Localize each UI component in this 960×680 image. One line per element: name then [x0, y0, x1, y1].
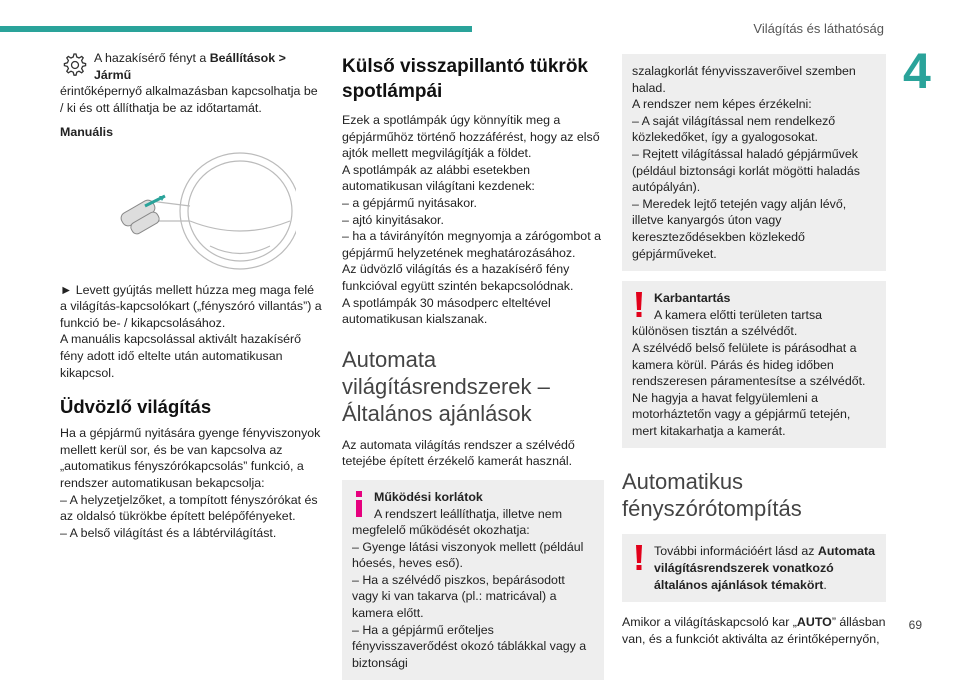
- spotlight-paragraph-4: A spotlámpák 30 másodperc elteltével automatikusan kialszanak.: [342, 295, 551, 327]
- note-text-prefix: A hazakísérő fényt a: [94, 51, 210, 65]
- reference-bold: Automata világításrendszerek vonatkozó általános ajánlások témakört: [654, 544, 876, 592]
- reference-lead: További információért lásd az: [654, 544, 818, 559]
- reference-end: .: [823, 577, 827, 592]
- auto-paragraph-bold: AUTO: [796, 615, 832, 630]
- warning-icon: [634, 292, 644, 318]
- auto-paragraph-b: ” állásban van, és a funkciót aktiválta az érintőképernyőn,: [622, 615, 886, 646]
- info-icon: [354, 491, 364, 517]
- auto-paragraph-a: Amikor a világításkapcsoló kar „: [622, 615, 797, 630]
- cont-text-2: A rendszer nem képes érzékelni:: [632, 97, 812, 112]
- spotlight-item-3: – ha a távirányítón megnyomja a zárógombot a gépjármű helyzetének meghatározásához.: [342, 229, 601, 260]
- heading-mirror-spotlights: Külső visszapillantó tükrök spotlámpái: [342, 56, 588, 102]
- warning-title: Karbantartás: [654, 291, 731, 306]
- heading-auto-lighting: Automata világításrendszerek – Általános ajánlások: [342, 346, 550, 426]
- warning-lead: A kamera előtti területen tartsa: [654, 307, 823, 322]
- spotlight-paragraph-3: Az üdvözlő világítás és a hazakísérő fény funkcióval együtt szintén bekapcsolódnak.: [342, 262, 574, 293]
- cont-item-3: – Meredek lejtő tetején vagy alján lévő, illetve kanyargós úton vagy kereszteződésekben közlekedő gépjárműveket.: [632, 196, 847, 261]
- heading-welcome-lighting: Üdvözlő világítás: [60, 396, 212, 418]
- welcome-paragraph: Ha a gépjármű nyitására gyenge fényviszonyok mellett kerül sor, és be van kapcsolva az „automatikus fényszórókapcsolás” funkció, a rendszer automatikusan bekapcsolja:: [60, 426, 321, 490]
- note-text-rest: érintőképernyő alkalmazásban kapcsolhatja be / ki és ott állíthatja be az időtartamát.: [60, 84, 318, 115]
- gear-icon: [60, 51, 88, 79]
- cont-item-1: – A saját világítással nem rendelkező közlekedőket, így a gyalogosokat.: [632, 113, 836, 145]
- warning-icon: [634, 545, 644, 571]
- welcome-item-2: – A belső világítást és a lábtérvilágítást.: [60, 525, 277, 540]
- welcome-item-1: – A helyzetjelzőket, a tompított fényszórókat és az oldalsó tükrökbe épített belépőfényeket.: [60, 492, 318, 524]
- spotlight-item-2: – ajtó kinyitásakor.: [342, 212, 444, 227]
- info-rest: megfelelő működését okozhatja:: [352, 523, 530, 538]
- cont-text-1: szalagkorlát fényvisszaverőivel szemben halad.: [632, 64, 856, 95]
- column-2: [342, 50, 604, 680]
- auto-lighting-paragraph: Az automata világítás rendszer a szélvédő tetejébe épített érzékelő kamerát használ.: [342, 437, 575, 469]
- chapter-number: 4: [903, 43, 931, 99]
- info-item-3: – Ha a gépjármű erőteljes fényvisszaverődést okozó táblákkal vagy a biztonsági: [352, 622, 587, 670]
- header-accent-bar: [0, 26, 472, 32]
- info-title: Működési korlátok: [374, 489, 483, 504]
- warning-paragraph-2: A szélvédő belső felülete is párásodhat a kamera körül. Párás és hideg időben rendszeresen páramentesítse a szélvédőt.: [632, 340, 866, 389]
- column-1: [60, 50, 324, 541]
- manual-paragraph: A manuális kapcsolással aktivált hazakísérő fény adott idő eltelte után automatikusan kikapcsol.: [60, 332, 302, 380]
- cont-item-2: – Rejtett világítással haladó gépjárművek (például biztonsági korlát mögötti haladás autópályán).: [632, 146, 860, 195]
- info-box-continued: [622, 54, 886, 271]
- warning-box-reference: [622, 534, 886, 602]
- section-title: Világítás és láthatóság: [753, 21, 884, 36]
- info-item-2: – Ha a szélvédő piszkos, bepárásodott vagy ki van takarva (pl.: matricával) a kamera előtt.: [352, 572, 565, 621]
- note-text-bold: Beállítások > Jármű: [94, 51, 286, 82]
- spotlight-item-1: – a gépjármű nyitásakor.: [342, 195, 477, 210]
- warning-box-maintenance: [622, 281, 886, 448]
- instruction-text: ► Levett gyújtás mellett húzza meg maga felé a világítás-kapcsolókart („fényszóró villantás”) a funkció be- / kikapcsolásához.: [60, 282, 322, 330]
- info-box-limits: [342, 480, 604, 680]
- subheading-manual: Manuális: [60, 125, 114, 140]
- page-number: 69: [908, 618, 922, 632]
- heading-auto-dipping: Automatikus fényszórótompítás: [622, 469, 802, 522]
- info-lead: A rendszert leállíthatja, illetve nem: [374, 506, 563, 521]
- column-3: [622, 50, 886, 647]
- settings-note: [60, 50, 324, 116]
- spotlight-paragraph-1: Ezek a spotlámpák úgy könnyítik meg a gépjárműhöz történő hozzáférést, hogy az első ajtók mellett megvilágítják a földet.: [342, 113, 600, 161]
- warning-paragraph-3: Ne hagyja a havat felgyülemleni a motorháztetőn vagy a gépjármű tetején, mert kitakarhatja a kamerát.: [632, 390, 851, 438]
- warning-rest: különösen tisztán a szélvédőt.: [632, 324, 798, 339]
- info-item-1: – Gyenge látási viszonyok mellett (például hóesés, heves eső).: [352, 539, 584, 571]
- spotlight-paragraph-2: A spotlámpák az alábbi esetekben automatikusan világítani kezdenek:: [342, 162, 535, 194]
- steering-wheel-stalk-illustration: [90, 151, 296, 271]
